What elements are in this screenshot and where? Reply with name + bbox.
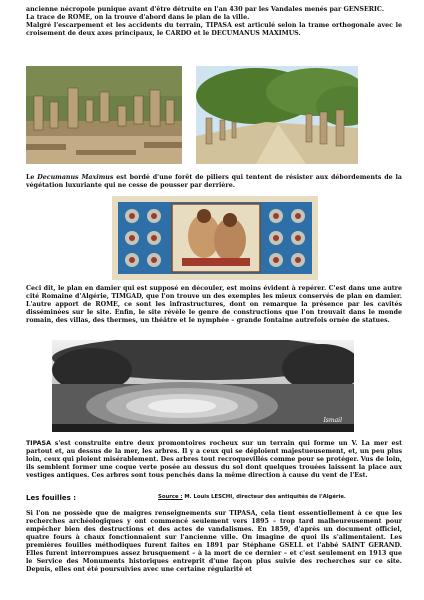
- source-label: Source :: [158, 494, 183, 500]
- tipasa-text: s'est construite entre deux promontoires rocheux sur un terrain qui forme un V. La mer est partout et, au dessus de la mer, les arbres. Il y a ceux qui se déploient majestueusement, et, un peu plus loin, ceux qui ploient misérablement. Des arbres tout recroquevillés comme pour se protéger. Vus de loin, ils semblent former une coque verte posée au dessus du sol dont quelques trouées laissent la place aux vestiges antiques. Ces arbres sont tous penchés dans la même direction à cause du vent de l'Est.: [26, 440, 402, 479]
- source-text: M. Louis LESCHI, directeur des antiquités de l'Algérie.: [182, 494, 346, 500]
- fouilles-heading: Les fouilles :: [26, 494, 76, 502]
- theatre-photo: [52, 340, 354, 432]
- decumanus-paragraph: [26, 174, 402, 190]
- decumanus-photo-right: [196, 66, 358, 164]
- plan-text: Ceci dit, le plan en damier qui est supposé en découler, est moins évident à repérer. C'est dans une autre cité Romaine d'Algérie, TIMGAD, que l'on trouve un des exemples les mieux conservés de plan en damier. L'autre apport de ROME, ce sont les infrastructures, dont on remarque la présence par les cavités disséminées sur le site. Enfin, le site révèle le genre de constructions que l'on trouvait dans le monde romain, des villas, des thermes, un théâtre et le nymphée – grande fontaine autrefois ornée de statues.: [26, 285, 402, 324]
- tipasa-paragraph: [26, 440, 402, 480]
- intro-paragraph: [26, 6, 402, 38]
- fouilles-text: Si l'on ne possède que de maigres renseignements sur TIPASA, cela tient essentiellement à ce que les recherches archéologiques y ont commencé seulement vers 1895 – trop tard malheureusement pour empêcher bien des destructions et des actes de vandalismes. En 1859, d'après un document officiel, quatre fours à chaux fonctionnaient sur l'ancienne ville. On imagine de quoi ils s'alimentaient. Les premières fouilles méthodiques furent faites en 1891 par Stéphane GSELL et l'abbé SAINT GERAND. Elles furent interrompues assez brusquement – à la mort de ce dernier – et c'est seulement en 1913 que le Service des Monuments historiques entreprit d'une façon plus suivie des recherches sur ce site. Depuis, elles ont été poursuivies avec une certaine régularité et: [26, 510, 402, 573]
- plan-paragraph: [26, 285, 402, 325]
- photo-signature: Ismail: [323, 417, 342, 424]
- intro-line-2: La trace de ROME, on la trouve d'abord dans le plan de la ville.: [26, 14, 250, 21]
- fouilles-paragraph: [26, 510, 402, 574]
- tipasa-name: TIPASA: [26, 440, 51, 447]
- mosaic-photo: [112, 196, 318, 280]
- ruins-photo-left: [26, 66, 182, 164]
- decumanus-prefix: Le: [26, 174, 38, 181]
- intro-line-1: ancienne nécropole punique avant d'être détruite en l'an 430 par les Vandales menés par GENSERIC.: [26, 6, 385, 13]
- decumanus-term: Decumanus Maximus: [37, 174, 114, 181]
- intro-line-3: Malgré l'escarpement et les accidents du terrain, TIPASA est articulé selon la trame orthogonale avec le croisement de deux axes principaux, le CARDO et le DECUMANUS MAXIMUS.: [26, 22, 402, 37]
- fouilles-source: [158, 494, 346, 500]
- decumanus-text: est bordé d'une forêt de piliers qui tentent de résister aux débordements de la végétation luxuriante qui ne cesse de pousser par derrière.: [26, 174, 402, 189]
